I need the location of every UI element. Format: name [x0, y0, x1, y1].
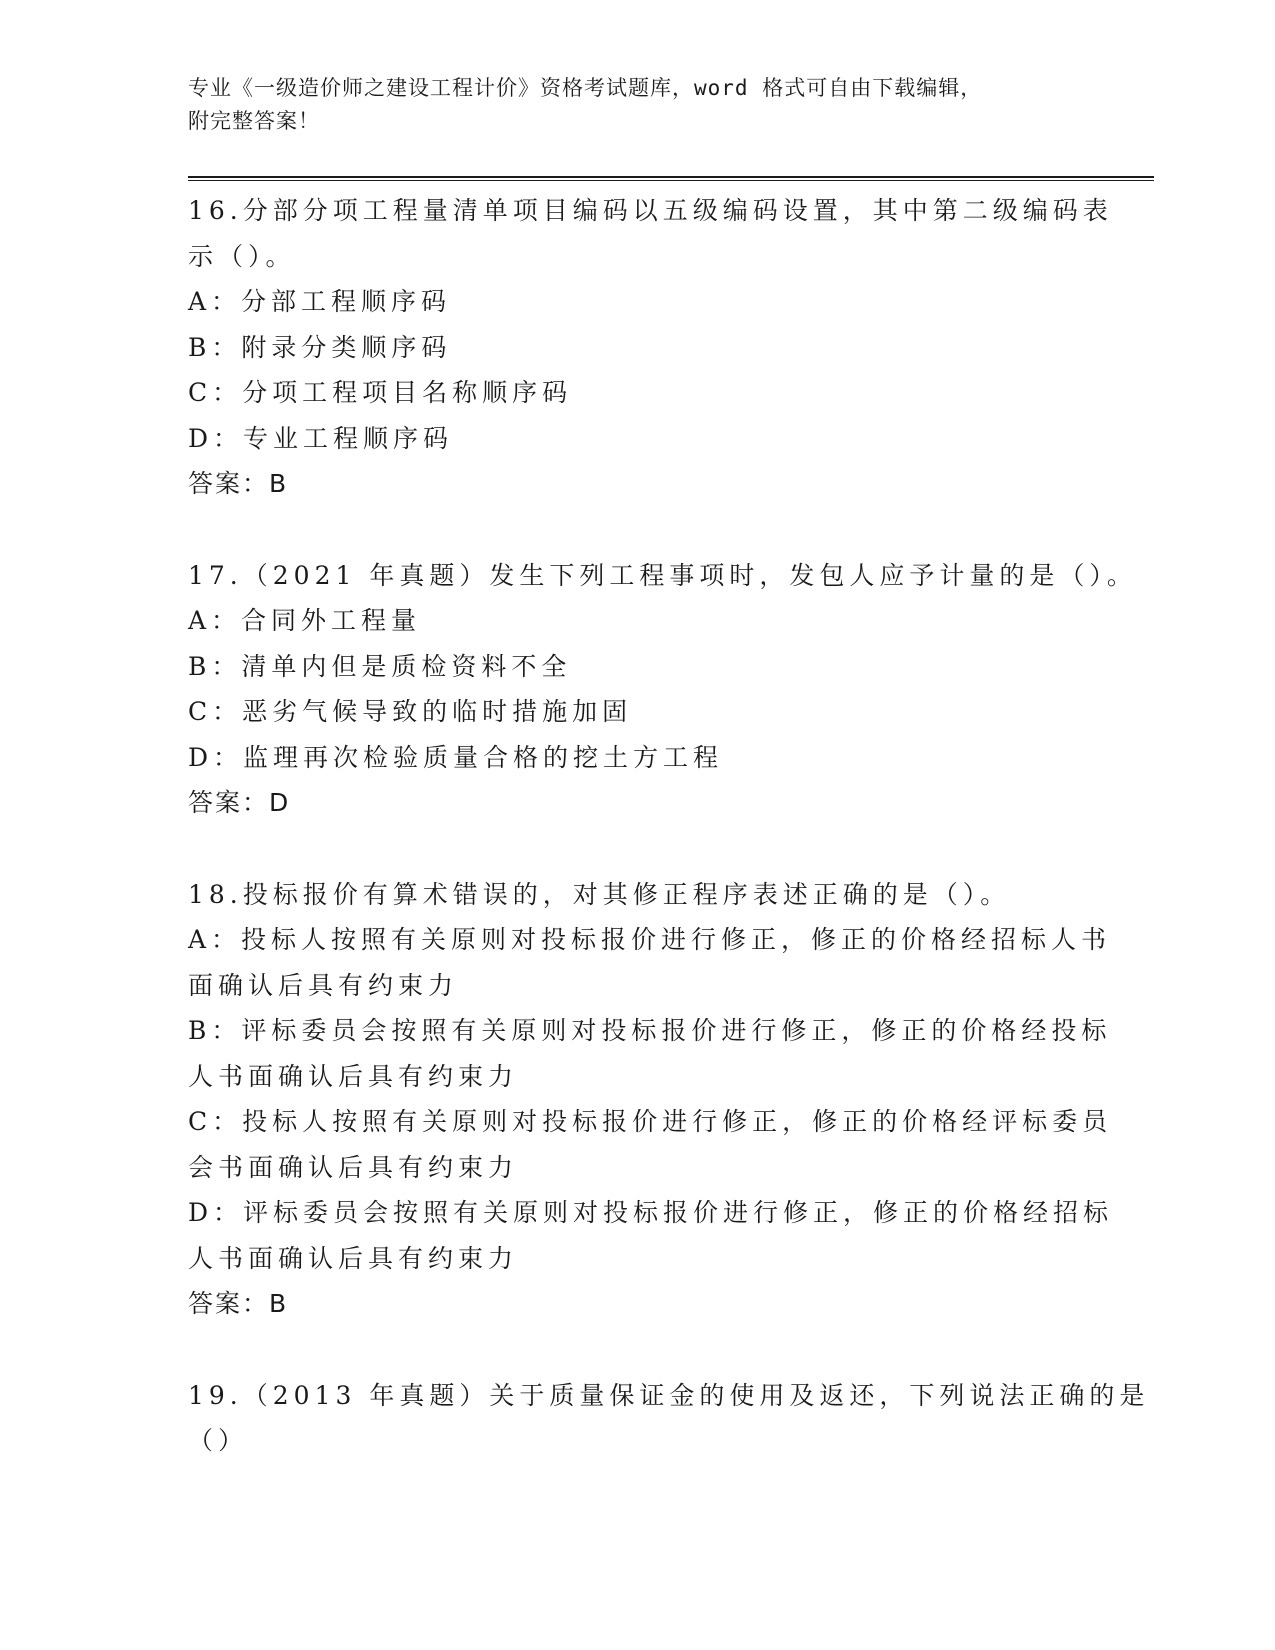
header-line-1: 专业《一级造价师之建设工程计价》资格考试题库，word 格式可自由下载编辑， [188, 76, 983, 100]
question-text: 示（）。 [188, 241, 296, 271]
option-d: D：监理再次检验质量合格的挖土方工程 [188, 742, 724, 772]
header-divider [188, 176, 1154, 181]
option-c: C：恶劣气候导致的临时措施加固 [188, 697, 633, 726]
question-17 [188, 553, 1137, 826]
document-header [188, 72, 1088, 138]
option-c-continued: 会书面确认后具有约束力 [188, 1152, 519, 1182]
answer-label: 答案：B [188, 469, 289, 498]
option-a: A：分部工程顺序码 [188, 287, 452, 316]
question-19 [188, 1373, 1150, 1464]
option-a: A：投标人按照有关原则对投标报价进行修正，修正的价格经招标人书 [188, 925, 1112, 954]
option-d: D：评标委员会按照有关原则对投标报价进行修正，修正的价格经招标 [188, 1198, 1114, 1227]
header-line-2: 附完整答案！ [188, 109, 320, 133]
question-text-continued: （） [188, 1426, 249, 1455]
question-18 [188, 872, 1114, 1327]
answer-label: 答案：D [188, 788, 291, 817]
option-c: C：分项工程项目名称顺序码 [188, 378, 573, 407]
answer-label: 答案：B [188, 1289, 289, 1318]
question-text: 19.（2013 年真题）关于质量保证金的使用及返还，下列说法正确的是 [188, 1380, 1150, 1410]
option-a-continued: 面确认后具有约束力 [188, 970, 459, 1000]
option-d: D：专业工程顺序码 [188, 423, 454, 453]
option-d-continued: 人书面确认后具有约束力 [188, 1243, 519, 1273]
option-b-continued: 人书面确认后具有约束力 [188, 1061, 519, 1091]
question-text: 18.投标报价有算术错误的，对其修正程序表述正确的是（）。 [188, 879, 1011, 909]
option-a: A：合同外工程量 [188, 606, 422, 635]
option-b: B：清单内但是质检资料不全 [188, 651, 572, 681]
option-b: B：附录分类顺序码 [188, 332, 452, 362]
question-text: 17.（2021 年真题）发生下列工程事项时，发包人应予计量的是（）。 [188, 560, 1137, 590]
question-16 [188, 188, 1113, 507]
option-c: C：投标人按照有关原则对投标报价进行修正，修正的价格经评标委员 [188, 1107, 1113, 1136]
option-b: B：评标委员会按照有关原则对投标报价进行修正，修正的价格经投标 [188, 1016, 1112, 1045]
question-list [188, 188, 1150, 1510]
question-text: 16.分部分项工程量清单项目编码以五级编码设置，其中第二级编码表 [188, 196, 1113, 225]
